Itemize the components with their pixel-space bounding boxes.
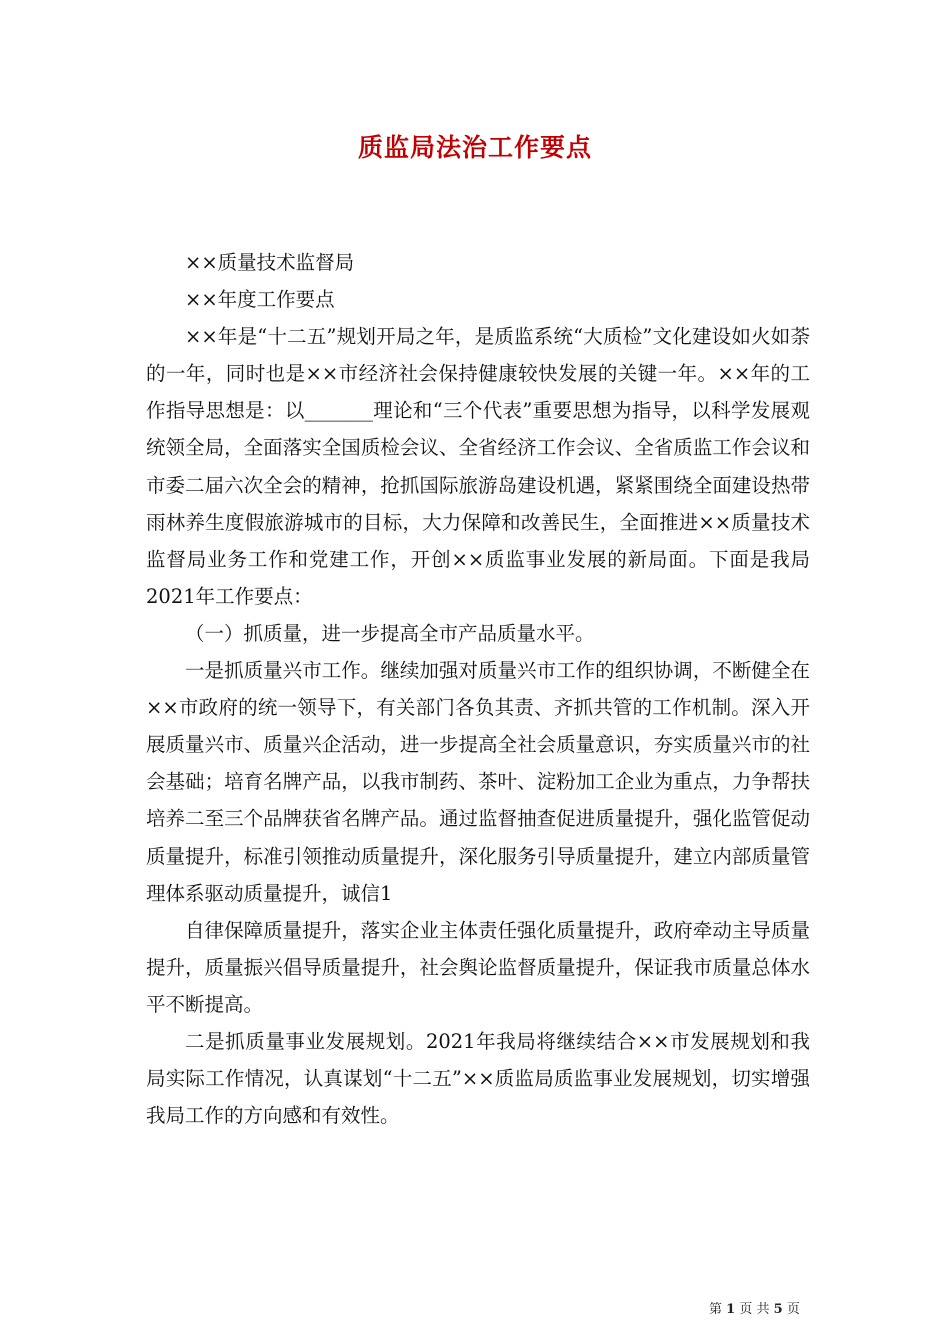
page-number-footer <box>709 1298 800 1317</box>
document-body <box>146 244 810 1134</box>
paragraph-subtitle: ××年度工作要点 <box>185 288 335 312</box>
paragraph-point-one: 一是抓质量兴市工作。继续加强对质量兴市工作的组织协调，不断健全在××市政府的统一领导下，有关部门各负其责、齐抓共管的工作机制。深入开展质量兴市、质量兴企活动，进一步提高全社会质量意识，夯实质量兴市的社会基础；培育名牌产品，以我市制药、茶叶、淀粉加工企业为重点，力争帮扶培养二至三个品牌获省名牌产品。通过监督抽查促进质量提升，强化监管促动质量提升，标准引领推动质量提升，深化服务引导质量提升，建立内部质量管理体系驱动质量提升，诚信1 <box>146 659 810 905</box>
footer-total-pages: 5 <box>773 1302 783 1317</box>
paragraph-guiding-thought: ××年是“十二五”规划开局之年，是质监系统“大质检”文化建设如火如荼的一年，同时也是××市经济社会保持健康较快发展的关键一年。××年的工作指导思想是：以_______理论和“三个代表”重要思想为指导，以科学发展观统领全局，全面落实全国质检会议、全省经济工作会议、全省质监工作会议和市委二届六次全会的精神，抢抓国际旅游岛建设机遇，紧紧围绕全面建设热带雨林养生度假旅游城市的目标，大力保障和改善民生，全面推进××质量技术监督局业务工作和党建工作，开创××质监事业发展的新局面。下面是我局2021年工作要点： <box>146 325 810 608</box>
paragraph-section-heading: （一）抓质量，进一步提高全市产品质量水平。 <box>185 621 595 645</box>
footer-middle: 页 共 <box>739 1302 770 1317</box>
footer-current-page: 1 <box>726 1302 736 1317</box>
footer-suffix: 页 <box>786 1302 800 1317</box>
paragraph-issuer: ××质量技术监督局 <box>185 251 355 274</box>
paragraph-point-one-continued: 自律保障质量提升，落实企业主体责任强化质量提升，政府牵动主导质量提升，质量振兴倡导质量提升，社会舆论监督质量提升，保证我市质量总体水平不断提高。 <box>146 918 810 1016</box>
paragraph-point-two: 二是抓质量事业发展规划。2021年我局将继续结合××市发展规划和我局实际工作情况，认真谋划“十二五”××质监局质监事业发展规划，切实增强我局工作的方向感和有效性。 <box>146 1029 810 1128</box>
document-title: 质监局法治工作要点 <box>357 133 592 162</box>
footer-prefix: 第 <box>709 1302 723 1317</box>
